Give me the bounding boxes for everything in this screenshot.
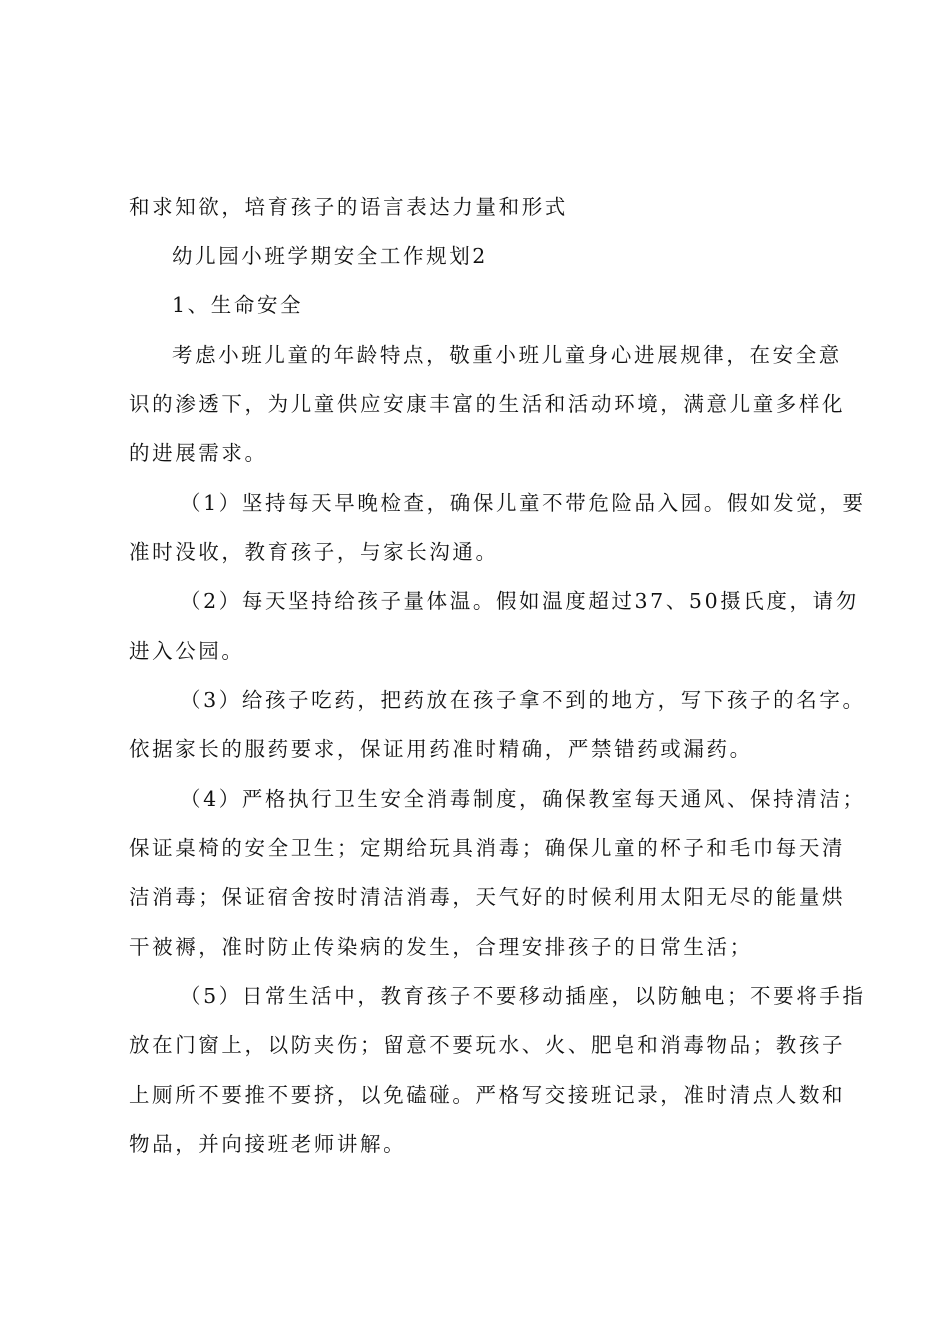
paragraph-line: 的进展需求。 (129, 441, 268, 465)
paragraph-line: 放在门窗上，以防夹伤；留意不要玩水、火、肥皂和消毒物品；教孩子 (129, 1033, 846, 1057)
paragraph-line: 上厕所不要推不要挤，以免磕碰。严格写交接班记录，准时清点人数和 (129, 1083, 846, 1107)
paragraph-line: 识的渗透下，为儿童供应安康丰富的生活和活动环境，满意儿童多样化 (129, 392, 846, 416)
list-item-line: （1）坚持每天早晚检查，确保儿童不带危险品入园。假如发觉，要 (180, 491, 866, 515)
paragraph-line: 和求知欲，培育孩子的语言表达力量和形式 (129, 195, 568, 219)
subsection-heading: 1、生命安全 (172, 293, 304, 317)
paragraph-line: 进入公园。 (129, 639, 245, 663)
section-heading: 幼儿园小班学期安全工作规划2 (172, 244, 488, 268)
paragraph-line: 依据家长的服药要求，保证用药准时精确，严禁错药或漏药。 (129, 737, 753, 761)
paragraph-line: 保证桌椅的安全卫生；定期给玩具消毒；确保儿童的杯子和毛巾每天清 (129, 836, 846, 860)
list-item-line: （2）每天坚持给孩子量体温。假如温度超过37、50摄氏度，请勿 (180, 589, 859, 613)
paragraph-line: 准时没收，教育孩子，与家长沟通。 (129, 540, 499, 564)
list-item-line: （3）给孩子吃药，把药放在孩子拿不到的地方，写下孩子的名字。 (180, 688, 866, 712)
list-item-line: （5）日常生活中，教育孩子不要移动插座，以防触电；不要将手指 (180, 984, 866, 1008)
paragraph-line: 考虑小班儿童的年龄特点，敬重小班儿童身心进展规律，在安全意 (172, 343, 842, 367)
list-item-line: （4）严格执行卫生安全消毒制度，确保教室每天通风、保持清洁； (180, 787, 866, 811)
paragraph-line: 洁消毒；保证宿舍按时清洁消毒，天气好的时候利用太阳无尽的能量烘 (129, 885, 846, 909)
paragraph-line: 干被褥，准时防止传染病的发生，合理安排孩子的日常生活； (129, 935, 753, 959)
paragraph-line: 物品，并向接班老师讲解。 (129, 1132, 407, 1156)
